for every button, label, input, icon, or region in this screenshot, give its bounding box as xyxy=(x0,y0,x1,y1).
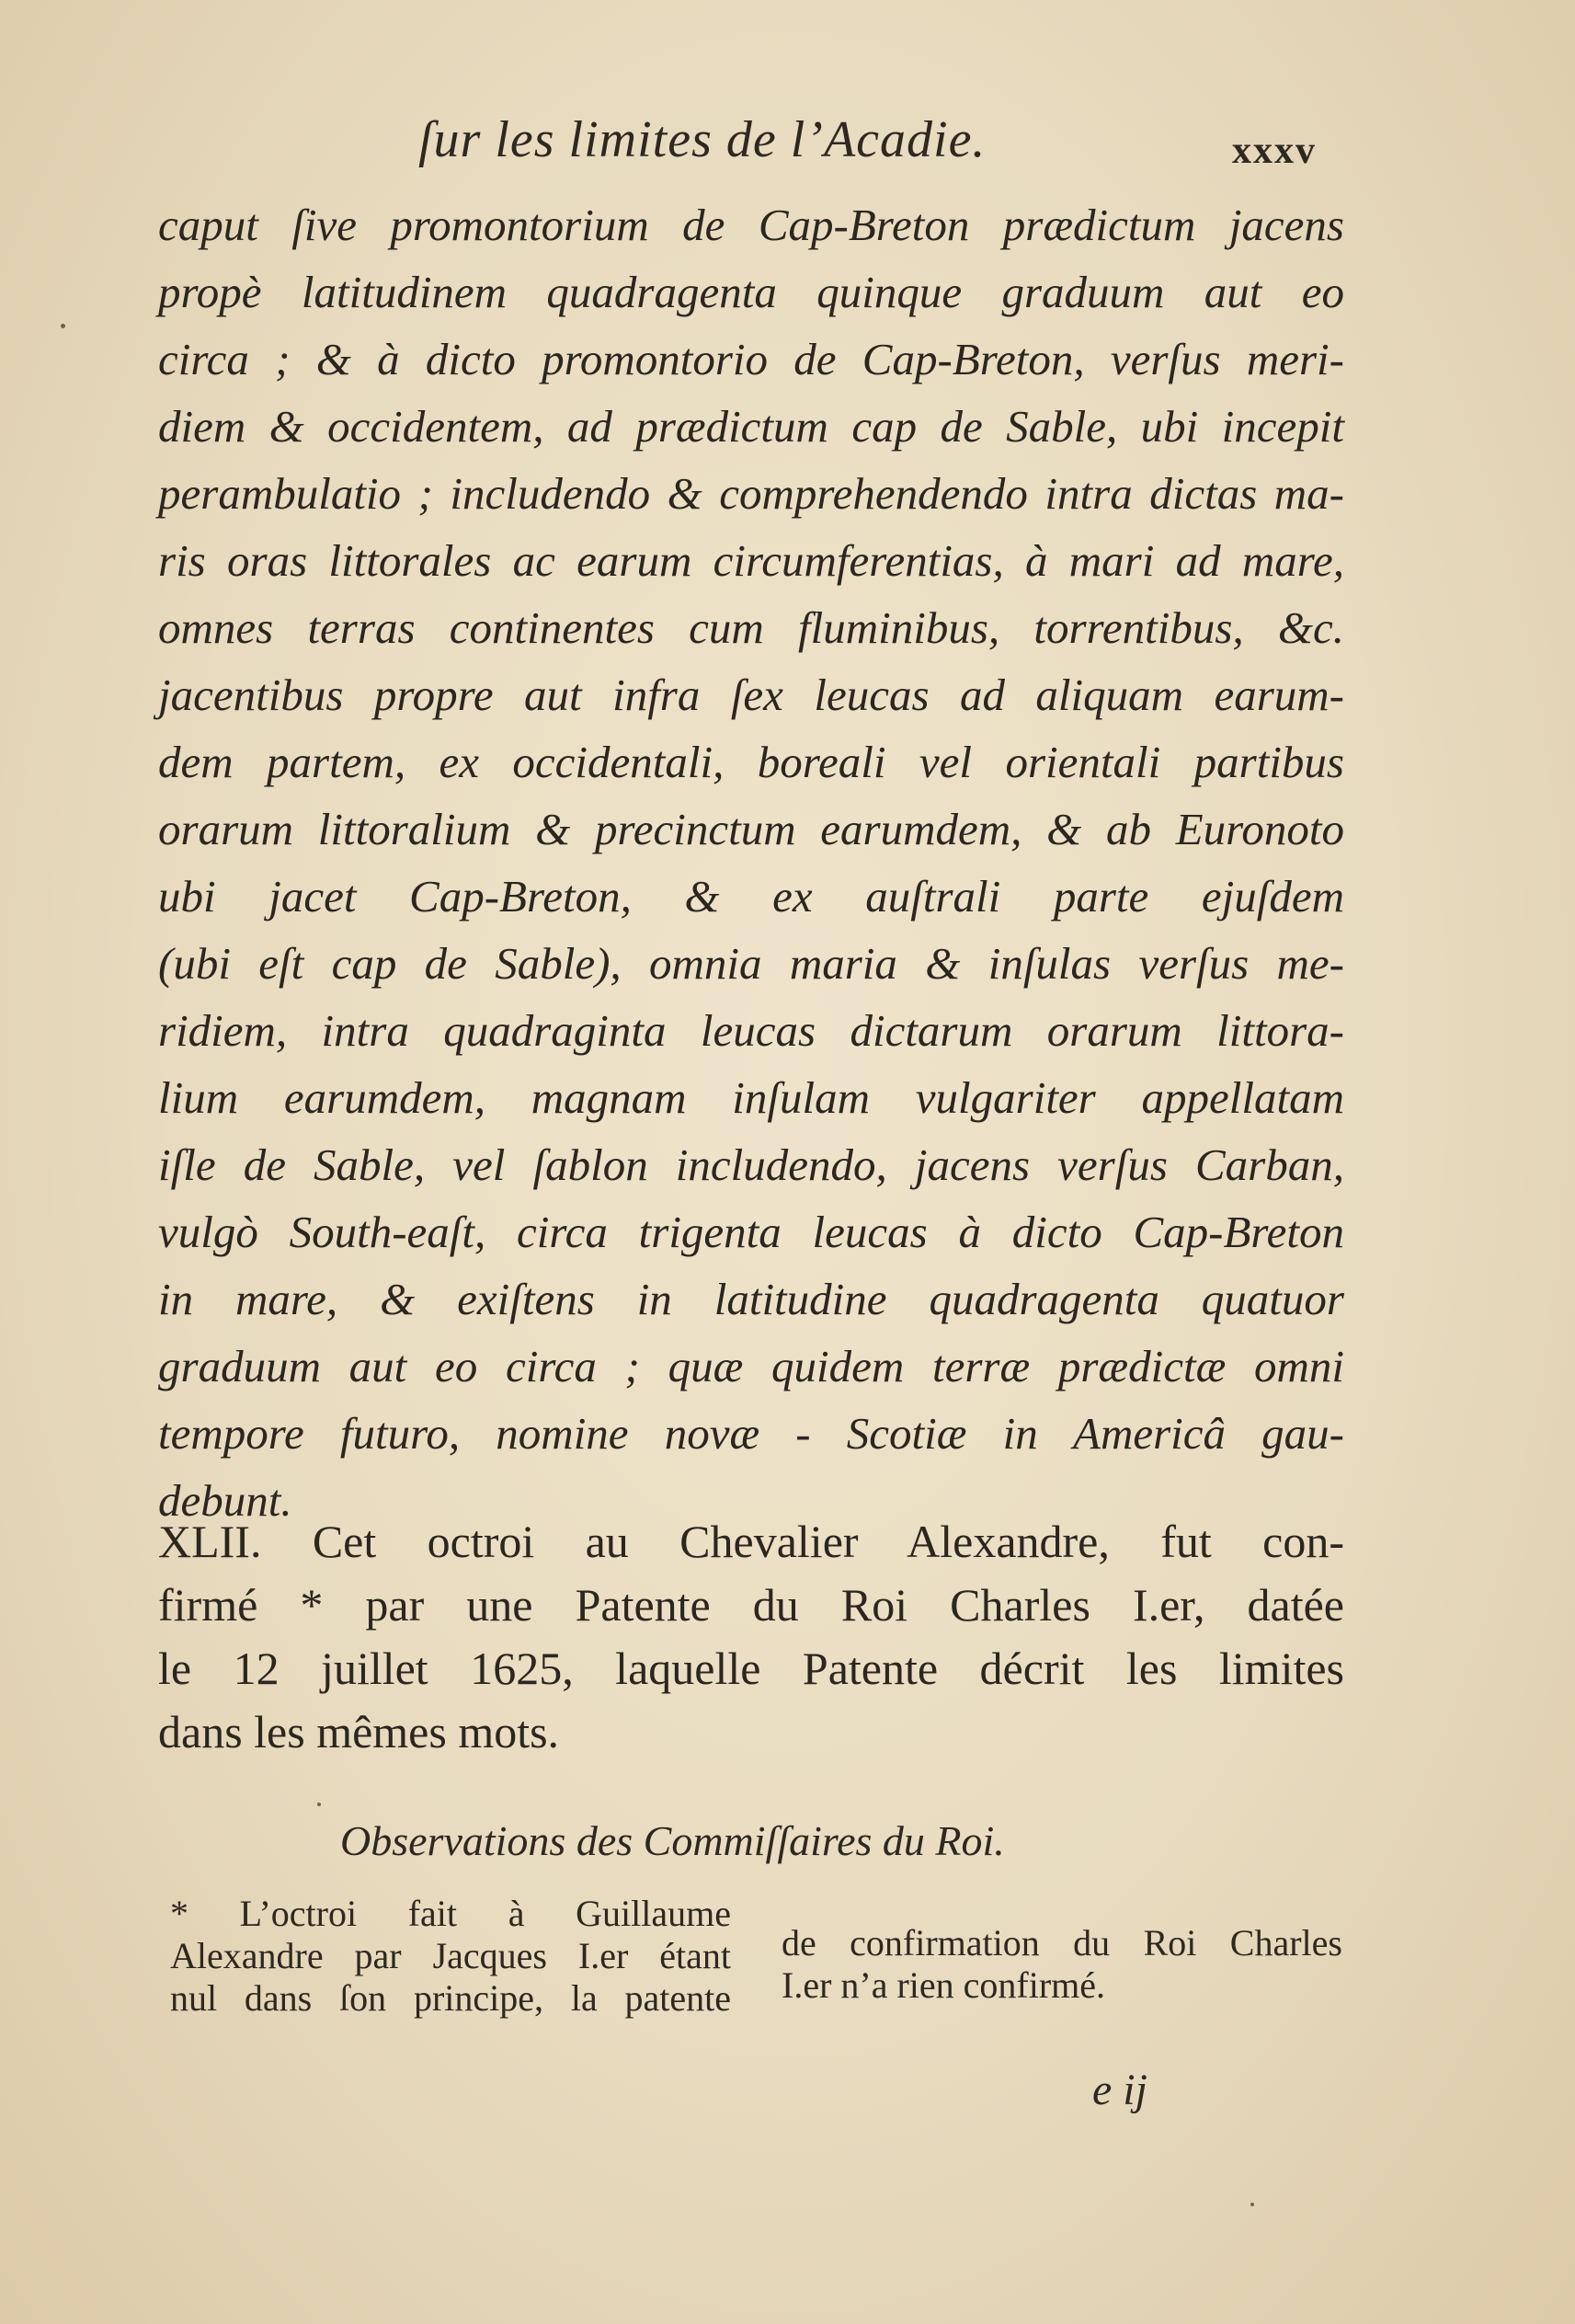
signature-mark: e ij xyxy=(1092,2066,1147,2114)
footnote-right-column xyxy=(782,1922,1342,2007)
footnote-left-column xyxy=(170,1893,731,2020)
text-line: dans les mêmes mots. xyxy=(158,1706,560,1757)
page-number: xxxv xyxy=(1232,130,1317,172)
text-line: debunt. xyxy=(158,1475,292,1526)
ink-speck xyxy=(1250,2203,1254,2206)
text-line: circa ; & à dicto promontorio de Cap-Breton, verſus meri- xyxy=(158,334,1344,384)
text-line: jacentibus propre aut infra ſex leucas ad aliquam earum- xyxy=(158,670,1344,720)
text-line: le 12 juillet 1625, laquelle Patente décrit les limites xyxy=(158,1643,1344,1694)
text-line: firmé * par une Patente du Roi Charles I.er, datée xyxy=(158,1579,1344,1631)
text-line: orarum littoralium & precinctum earumdem, & ab Euronoto xyxy=(158,804,1344,854)
ink-speck xyxy=(61,324,65,328)
text-line: ubi jacet Cap-Breton, & ex auſtrali parte ejuſdem xyxy=(158,871,1344,922)
text-line: propè latitudinem quadragenta quinque graduum aut eo xyxy=(158,267,1344,317)
text-line: vulgò South-eaſt, circa trigenta leucas à dicto Cap-Breton xyxy=(158,1207,1344,1257)
text-line: omnes terras continentes cum fluminibus, torrentibus, &c. xyxy=(158,602,1344,653)
text-line: diem & occidentem, ad prædictum cap de Sable, ubi incepit xyxy=(158,401,1344,452)
footnote-line: I.er n’a rien confirmé. xyxy=(782,1964,1106,2006)
paragraph-xlii xyxy=(158,1510,1344,1764)
text-line: XLII. Cet octroi au Chevalier Alexandre, fut con- xyxy=(158,1516,1344,1567)
text-line: graduum aut eo circa ; quæ quidem terræ prædictæ omni xyxy=(158,1341,1344,1391)
footnote-line: * L’octroi fait à Guillaume xyxy=(170,1893,731,1934)
text-line: ris oras littorales ac earum circumferentias, à mari ad mare, xyxy=(158,535,1344,586)
text-line: tempore futuro, nomine novæ - Scotiæ in Americâ gau- xyxy=(158,1408,1344,1459)
text-line: in mare, & exiſtens in latitudine quadragenta quatuor xyxy=(158,1274,1344,1324)
footnote-line: de confirmation du Roi Charles xyxy=(782,1922,1342,1963)
text-line: (ubi eſt cap de Sable), omnia maria & inſulas verſus me- xyxy=(158,938,1344,989)
text-line: dem partem, ex occidentali, boreali vel orientali partibus xyxy=(158,737,1344,787)
footnote-line: nul dans ſon principe, la patente xyxy=(170,1977,731,2019)
running-head: ſur les limites de l’Acadie. xyxy=(418,111,987,168)
text-line: perambulatio ; includendo & comprehendendo intra dictas ma- xyxy=(158,468,1344,519)
text-line: lium earumdem, magnam inſulam vulgariter appellatam xyxy=(158,1072,1344,1123)
latin-charter-text xyxy=(158,191,1344,1534)
text-line: ridiem, intra quadraginta leucas dictarum orarum littora- xyxy=(158,1005,1344,1056)
ink-speck xyxy=(317,1803,321,1806)
footnote-line: Alexandre par Jacques I.er étant xyxy=(170,1935,731,1976)
text-line: caput ſive promontorium de Cap-Breton prædictum jacens xyxy=(158,200,1344,250)
text-line: iſle de Sable, vel ſablon includendo, jacens verſus Carban, xyxy=(158,1139,1344,1190)
observations-heading: Observations des Commiſſaires du Roi. xyxy=(340,1817,1005,1864)
